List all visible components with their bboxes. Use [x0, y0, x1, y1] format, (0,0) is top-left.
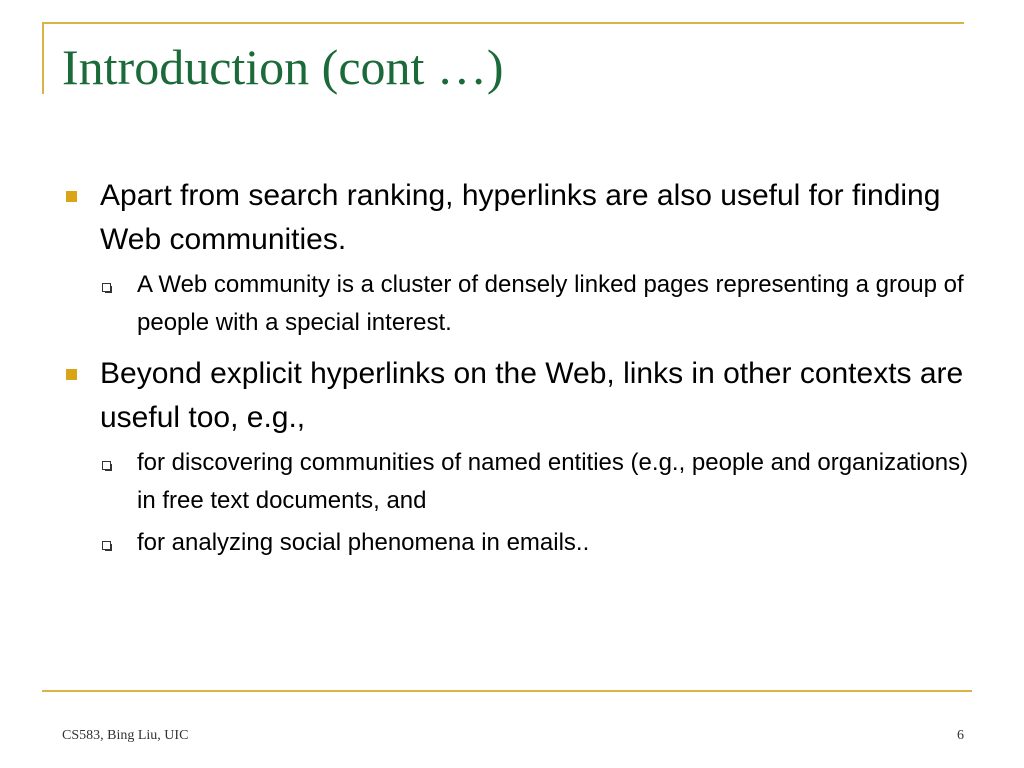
bullet-item [62, 352, 972, 440]
title-frame-top-rule [42, 22, 964, 24]
footer-course: CS583, Bing Liu, UIC [62, 728, 189, 743]
slide-title: Introduction (cont …) [62, 39, 504, 95]
slide-body [62, 174, 972, 566]
hollow-square-bullet-icon [102, 283, 111, 292]
sub-bullet-text: A Web community is a cluster of densely linked pages representing a group of people with a special interest. [137, 271, 964, 336]
sub-bullet-item [62, 524, 972, 562]
sub-bullet-text: for analyzing social phenomena in emails.. [137, 529, 590, 556]
bullet-text: Beyond explicit hyperlinks on the Web, links in other contexts are useful too, e.g., [100, 357, 964, 434]
square-bullet-icon [66, 369, 77, 380]
sub-bullet-text: for discovering communities of named entities (e.g., people and organizations) in free text documents, and [137, 449, 969, 514]
sub-bullet-item [62, 266, 972, 342]
page-number: 6 [957, 728, 964, 743]
hollow-square-bullet-icon [102, 541, 111, 550]
title-frame-left-rule [42, 22, 44, 94]
sub-bullet-item [62, 444, 972, 520]
square-bullet-icon [66, 191, 77, 202]
footer-rule [42, 690, 972, 692]
bullet-item [62, 174, 972, 262]
bullet-text: Apart from search ranking, hyperlinks are also useful for finding Web communities. [100, 179, 941, 256]
hollow-square-bullet-icon [102, 461, 111, 470]
